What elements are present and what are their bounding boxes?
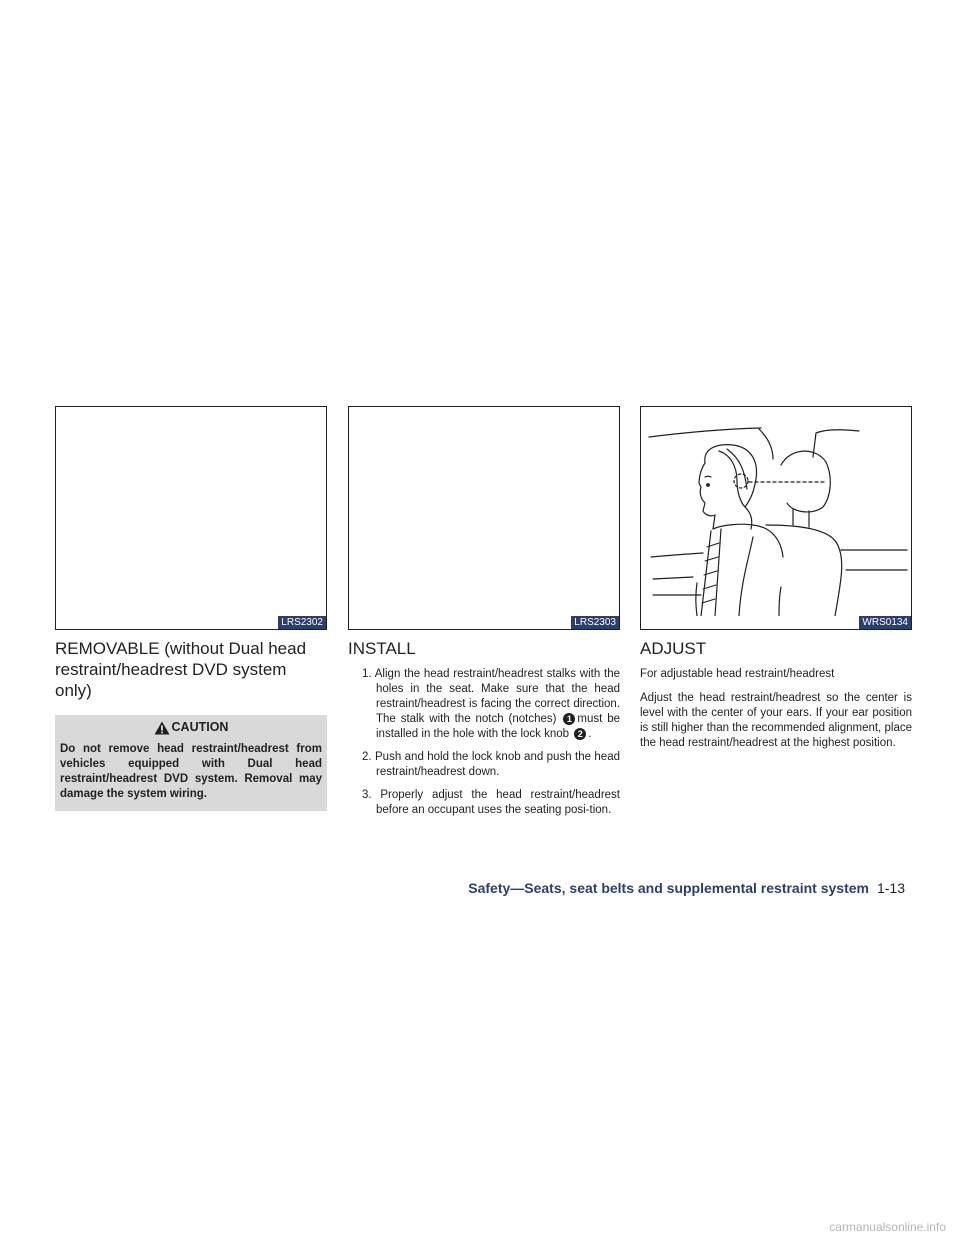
figure-wrs0134	[640, 406, 912, 630]
section-heading-install: INSTALL	[348, 639, 416, 658]
column-removable	[55, 406, 327, 811]
figure-lrs2302	[55, 406, 327, 630]
step-text: must be installed in the hole with the lock knob	[376, 713, 620, 740]
callout-2-icon: 2	[574, 728, 586, 740]
subheading: For adjustable head restraint/headrest	[640, 668, 835, 680]
adjust-paragraph: Adjust the head restraint/headrest so the center is level with the center of your ears. If your ear position is still higher than the recommended alignment, place the head restraint/headrest at the highest position.	[640, 692, 912, 749]
footer-section-title: Safety—Seats, seat belts and supplemental restraint system	[468, 880, 869, 896]
caution-label: CAUTION	[171, 720, 229, 734]
figure-label: LRS2302	[278, 616, 326, 629]
step-text: Properly adjust the head restraint/headrest before an occupant uses the seating posi-tion.	[376, 789, 620, 816]
caution-title	[60, 719, 322, 736]
section-heading-removable: REMOVABLE (without Dual head restraint/headrest DVD system only)	[55, 639, 307, 700]
step-number: 3.	[362, 789, 372, 801]
section-heading-adjust: ADJUST	[640, 639, 707, 658]
figure-label: WRS0134	[859, 616, 911, 629]
head-restraint-illustration	[641, 407, 911, 616]
list-item	[362, 788, 620, 818]
page-number: 1-13	[876, 880, 905, 896]
step-text: .	[588, 728, 592, 740]
step-text: Push and hold the lock knob and push the head restraint/headrest down.	[375, 751, 620, 778]
caution-text: Do not remove head restraint/headrest from vehicles equipped with Dual head restraint/headrest DVD system. Removal may damage the system wiring.	[60, 743, 322, 800]
caution-box	[55, 715, 327, 811]
install-steps	[348, 667, 620, 818]
callout-1-icon: 1	[563, 713, 575, 725]
watermark: carmanualsonline.info	[829, 1220, 946, 1234]
list-item	[362, 667, 620, 742]
column-install	[348, 406, 620, 826]
figure-label: LRS2303	[571, 616, 619, 629]
step-number: 2.	[362, 751, 372, 763]
list-item	[362, 750, 620, 780]
column-adjust	[640, 406, 912, 751]
figure-lrs2303	[348, 406, 620, 630]
step-text: Align the head restraint/headrest stalks with the holes in the seat. Make sure that the head restraint/headrest is facing the correct direction. The stalk with the notch (notches)	[374, 668, 621, 725]
step-number: 1.	[362, 668, 372, 680]
warning-triangle-icon	[154, 721, 170, 735]
page-footer	[468, 879, 905, 897]
